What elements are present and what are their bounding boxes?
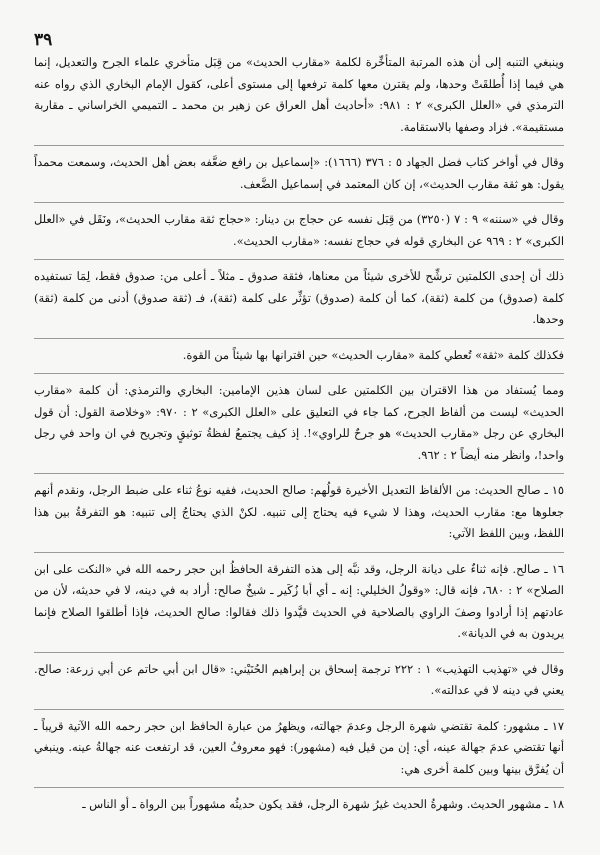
page-body	[34, 52, 564, 849]
page-number: ٣٩	[34, 30, 53, 50]
paragraph-6: ومما يُستفاد من هذا الاقتران بين الكلمتين على لسان هذين الإمامين: البخاري والترمذي: أن كلمة «مقارب الحديث» ليست من ألفاظ الجرح، كما جاء في التعليق على «العلل الكبرى» ٢ : ٩٧٠: «وخلاصة القول: أن قول البخاري عن رجل «مقارب الحديث» هو جرحٌ للراوي»!. إذ كيف يجتمعُ لفظةُ توثيقٍ وتجريح في ان واحد في رجل واحد!، وانظر منه أيضاً ٢ : ٩٦٢.	[34, 383, 564, 462]
paragraph-4: ذلك أن إحدى الكلمتين ترشِّح للأخرى شيئاً من معناها، فثقة صدوق ـ مثلاً ـ أعلى من: صدوق فقط، لِمَا تستفيده كلمة (صدوق) من كلمة (ثقة)، كما أن كلمة (صدوق) تؤثِّر على كلمة (ثقة)، فـ (ثقة صدوق) أدنى من كلمة (ثقة) وحدها.	[34, 269, 564, 326]
divider	[34, 145, 564, 146]
paragraph-1: وينبغي التنبه إلى أن هذه المرتبة المتأخِّرة لكلمة «مقارب الحديث» من قِبَل متأخري علماء الجرح والتعديل، إنما هي فيما إذا أُطلقَتْ وحدها، ولم يقترن معها كلمة ترفعها إلى مستوى أعلى، كقول الإمام البخاري الذي رواه عنه الترمذي في «العلل الكبرى» ٢ : ٩٨١: «أحاديث أهل العراق عن زهير بن محمد ـ التميمي الخراساني ـ مقاربة مستقيمة». فزاد وصفها بالاستقامة.	[34, 55, 564, 134]
paragraph-10: ١٧ ـ مشهور: كلمة تقتضي شهرة الرجل وعدمَ جهالته، ويظهرُ من عبارة الحافظ ابن حجر رحمه الله الآتية قريباً ـ أنها تقتضي عدمَ جهالة عينه، أي: إن من قيل فيه (مشهور): فهو معروفُ العين، قد ارتفعت عنه جهالةُ عينه. وينبغي أن يُفرَّق بينها وبين كلمة أخرى هي:	[34, 718, 564, 776]
divider	[34, 552, 564, 553]
paragraph-5: فكذلك كلمة «ثقة» تُعطي كلمة «مقارب الحديث» حين اقترانها بها شيئاً من القوة.	[182, 347, 564, 362]
divider	[34, 259, 564, 260]
paragraph-3: وقال في «سننه» ٩ : ٧ (٣٢٥٠) من قِبَل نفسه عن حجاج بن دينار: «حجاج ثقة مقارب الحديث»، ونَقَل في «العلل الكبرى» ٢ : ٩٦٩ عن البخاري قوله في حجاج نفسه: «مقارب الحديث».	[34, 212, 564, 248]
divider	[34, 202, 564, 203]
paragraph-9: وقال في «تهذيب التهذيب» ١ : ٢٢٢ ترجمة إسحاق بن إبراهيم الحُنَيْني: «قال ابن أبي حاتم عن أبي زرعة: صالح. يعني في دينه لا في عدالته».	[34, 661, 564, 697]
paragraph-7: ١٥ ـ صالح الحديث: من الألفاظ التعديل الأخيرة قولُهم: صالح الحديث، ففيه نوعُ ثناء على ضبط الرجل، ونقدم أنهم جعلوها مع: مقارب الحديث، وهذا لا شيء فيه يحتاج إلى تنبيه. لكنْ الذي يحتاجُ إلى تنبيه: هو التفرقةُ بين هذا اللفظ، وبين اللفظ الآتي:	[34, 483, 564, 540]
paragraph-8: ١٦ ـ صالح. فإنه ثناءٌ على ديانة الرجل، وقد نبَّه إلى هذه التفرقة الحافظُ ابن حجر رحمه الله في «النكت على ابن الصلاح» ٢ : ٦٨٠، فإنه قال: «وقولُ الخليلي: إنه ـ أي أبا زُكَير ـ شيخٌ صالح: أراد به في دينه، لا في حديثه، لأن من عادتهم إذا أرادوا وصفَ الراوي بالصلاحية في الحديث قيَّدوا ذلك فقالوا: صالح الحديث، فإذا أطلقوا الصلاح فإنما يريدون به في الديانة».	[34, 561, 564, 640]
divider	[34, 373, 564, 374]
paragraph-2: وقال في أواخر كتاب فضل الجهاد ٥ : ٣٧٦ (١٦٦٦): «إسماعيل بن رافع ضعَّفه بعض أهل الحديث، وسمعت محمداً يقول: هو ثقة مقارب الحديث»، إن كان المعتمد في إسماعيل الضَّعف.	[34, 155, 564, 191]
divider	[34, 709, 564, 710]
paragraph-11: ١٨ ـ مشهور الحديث. وشهرةُ الحديث غيرُ شهرة الرجل، فقد يكون حديثُه مشهوراً بين الرواة ـ أو الناس ـ	[82, 797, 564, 811]
divider	[34, 338, 564, 339]
divider	[34, 473, 564, 474]
divider	[34, 787, 564, 788]
divider	[34, 652, 564, 653]
